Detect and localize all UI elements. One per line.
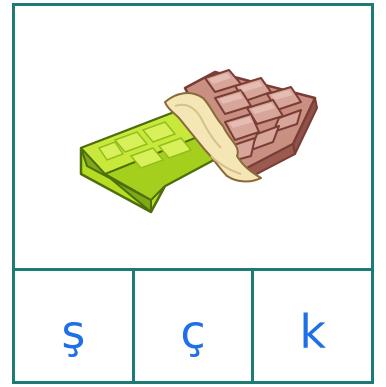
choice-c-cedilla[interactable] xyxy=(132,271,252,381)
choice-letter: k xyxy=(299,305,326,359)
flash-card xyxy=(12,3,374,384)
picture-area xyxy=(15,6,371,271)
chocolate-bar-icon xyxy=(15,6,371,268)
choice-k[interactable] xyxy=(251,271,371,381)
choice-letter: ş xyxy=(61,305,86,359)
choice-s-cedilla[interactable] xyxy=(15,271,132,381)
choice-letter: ç xyxy=(180,305,206,359)
answer-choices xyxy=(15,271,371,381)
